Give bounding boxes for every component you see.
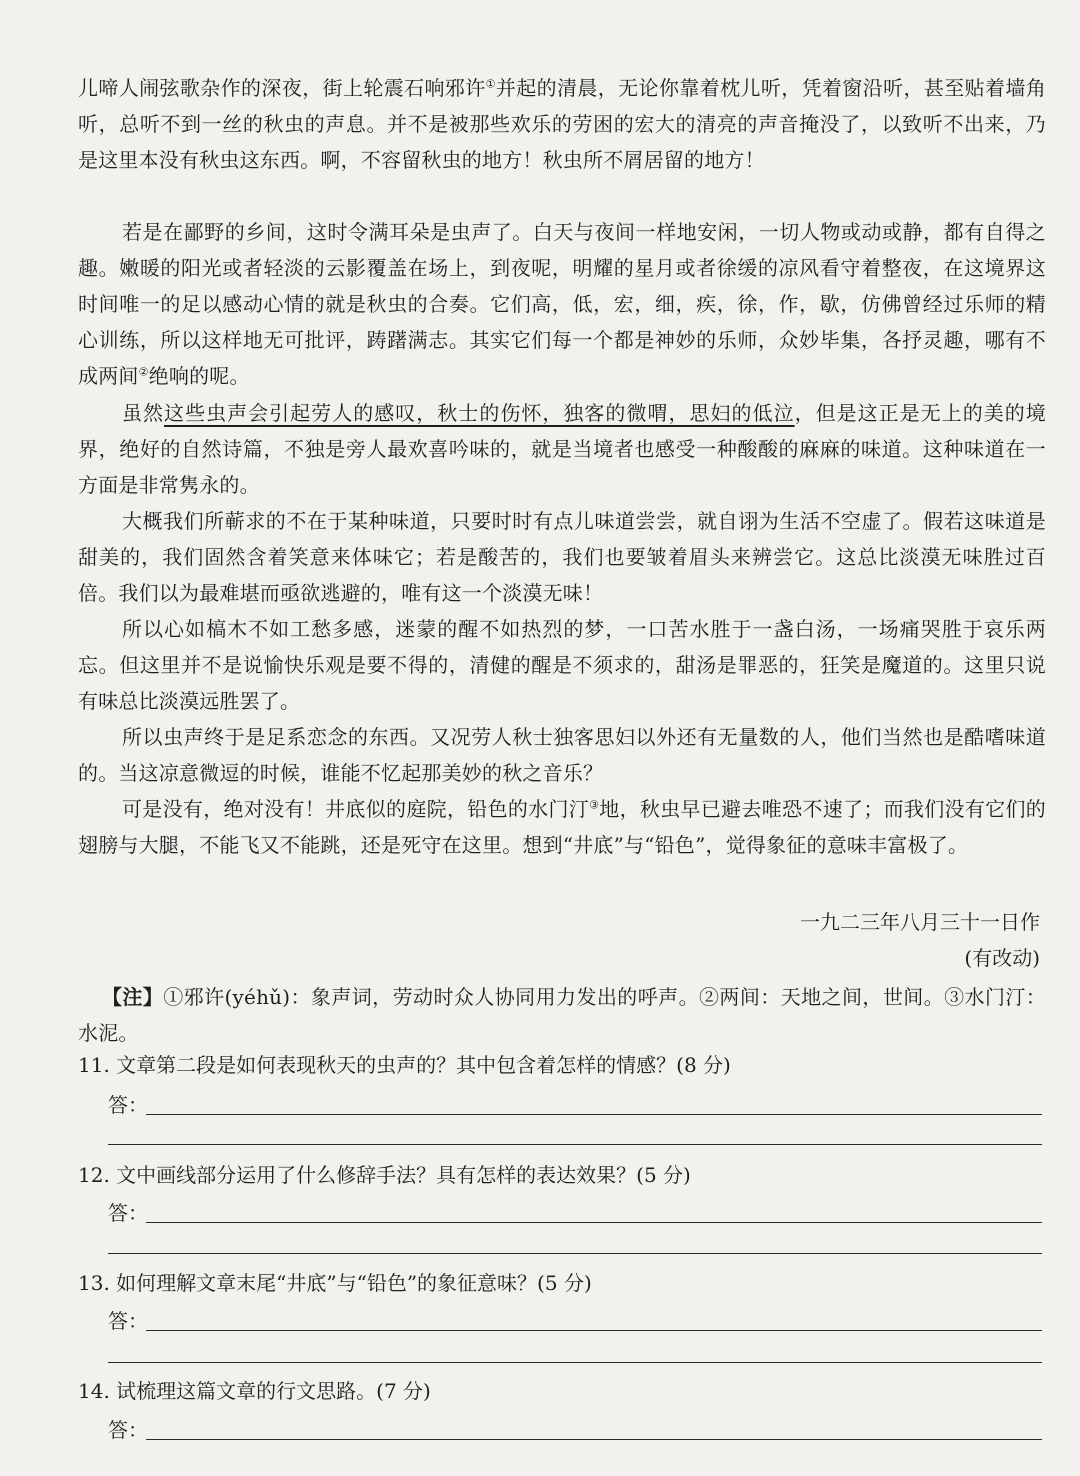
answer-blank-line[interactable] xyxy=(108,1362,1042,1363)
paragraph-text: 绝响的呢。 xyxy=(148,364,250,388)
paragraph-text: 地，秋虫早已避去唯恐不速了；而我们没有它们的翅膀与大腿，不能飞又不能跳，还是死守在这里。想到“井底”与“铅色”，觉得象征的意味丰富极了。 xyxy=(78,797,1046,857)
answer-rule xyxy=(146,1114,1042,1115)
answer-rule xyxy=(146,1330,1042,1331)
paragraph-4: 大概我们所蕲求的不在于某种味道，只要时时有点儿味道尝尝，就自诩为生活不空虚了。假若这味道是甜美的，我们固然含着笑意来体味它；若是酸苦的，我们也要皱着眉头来辨尝它。这总比淡漠无味胜过百倍。我们以为最难堪而亟欲逃避的，唯有这一个淡漠无味！ xyxy=(78,509,1046,605)
answer-field-14[interactable] xyxy=(108,1414,1042,1446)
question-14: 14. 试梳理这篇文章的行文思路。(7 分) xyxy=(78,1379,431,1403)
notes-heading: 【注】 xyxy=(102,985,164,1009)
answer-rule xyxy=(146,1439,1042,1440)
answer-field-13[interactable] xyxy=(108,1305,1042,1337)
answer-label: 答： xyxy=(108,1418,148,1442)
footnote-mark: ③ xyxy=(589,798,600,812)
underlined-sentence: 这些虫声会引起劳人的感叹，秋士的伤怀，独客的微喟，思妇的低泣 xyxy=(164,401,795,425)
paragraph-text: 若是在鄙野的乡间，这时令满耳朵是虫声了。白天与夜间一样地安闲，一切人物或动或静，都有自得之趣。嫩暖的阳光或者轻淡的云影覆盖在场上，到夜呢，明耀的星月或者徐缓的凉风看守着整夜，在这境界这时间唯一的足以感动心情的就是秋虫的合奏。它们高，低，宏，细，疾，徐，作，歇，仿佛曾经过乐师的精心训练，所以这样地无可批评，踌躇满志。其实它们每一个都是神妙的乐师，众妙毕集，各抒灵趣，哪有不成两间 xyxy=(78,220,1046,388)
revision-note: (有改动) xyxy=(964,946,1040,970)
answer-rule xyxy=(146,1222,1042,1223)
paragraph-7 xyxy=(78,791,1046,863)
answer-blank-line[interactable] xyxy=(108,1144,1042,1145)
paragraph-6: 所以虫声终于是足系恋念的东西。又况劳人秋士独客思妇以外还有无量数的人，他们当然也是酷嗜味道的。当这凉意微逗的时候，谁能不忆起那美妙的秋之音乐？ xyxy=(78,725,1046,785)
answer-label: 答： xyxy=(108,1093,148,1117)
paragraph-text: 可是没有，绝对没有！井底似的庭院，铅色的水门汀 xyxy=(122,797,590,821)
footnotes xyxy=(78,979,1046,1051)
paragraph-1 xyxy=(78,70,1046,178)
question-13: 13. 如何理解文章末尾“井底”与“铅色”的象征意味？(5 分) xyxy=(78,1271,592,1295)
question-11: 11. 文章第二段是如何表现秋天的虫声的？其中包含着怎样的情感？(8 分) xyxy=(78,1053,731,1077)
footnote-mark: ② xyxy=(138,365,149,379)
paragraph-3 xyxy=(78,395,1046,503)
paragraph-text: ，但是这正是无上的美的境界，绝好的自然诗篇，不独是旁人最欢喜吟味的，就是当境者也感受一种酸酸的麻麻的味道。这种味道在一方面是非常隽永的。 xyxy=(78,401,1047,497)
notes-text: ①邪许(yéhǔ)：象声词，劳动时众人协同用力发出的呼声。②两间：天地之间，世间。③水门汀：水泥。 xyxy=(78,985,1046,1045)
paragraph-2 xyxy=(78,214,1046,394)
paragraph-text: 并起的清晨，无论你靠着枕儿听，凭着窗沿听，甚至贴着墙角听，总听不到一丝的秋虫的声息。并不是被那些欢乐的劳困的宏大的清亮的声音掩没了，以致听不出来，乃是这里本没有秋虫这东西。啊，不容留秋虫的地方！秋虫所不屑居留的地方！ xyxy=(78,76,1047,172)
answer-field-12[interactable] xyxy=(108,1197,1042,1229)
answer-label: 答： xyxy=(108,1201,148,1225)
answer-blank-line[interactable] xyxy=(108,1253,1042,1254)
answer-field-11[interactable] xyxy=(108,1089,1042,1121)
answer-label: 答： xyxy=(108,1309,148,1333)
paragraph-5: 所以心如槁木不如工愁多感，迷蒙的醒不如热烈的梦，一口苦水胜于一盏白汤，一场痛哭胜于哀乐两忘。但这里并不是说愉快乐观是要不得的，清健的醒是不须求的，甜汤是罪恶的，狂笑是魔道的。这里只说有味总比淡漠远胜罢了。 xyxy=(78,617,1046,713)
paragraph-text: 虽然 xyxy=(122,401,165,425)
composition-date: 一九二三年八月三十一日作 xyxy=(800,910,1040,934)
paragraph-text: 儿啼人闹弦歌杂作的深夜，街上轮震石响邪许 xyxy=(78,76,486,100)
footnote-mark: ① xyxy=(485,77,496,91)
question-12: 12. 文中画线部分运用了什么修辞手法？具有怎样的表达效果？(5 分) xyxy=(78,1163,691,1187)
